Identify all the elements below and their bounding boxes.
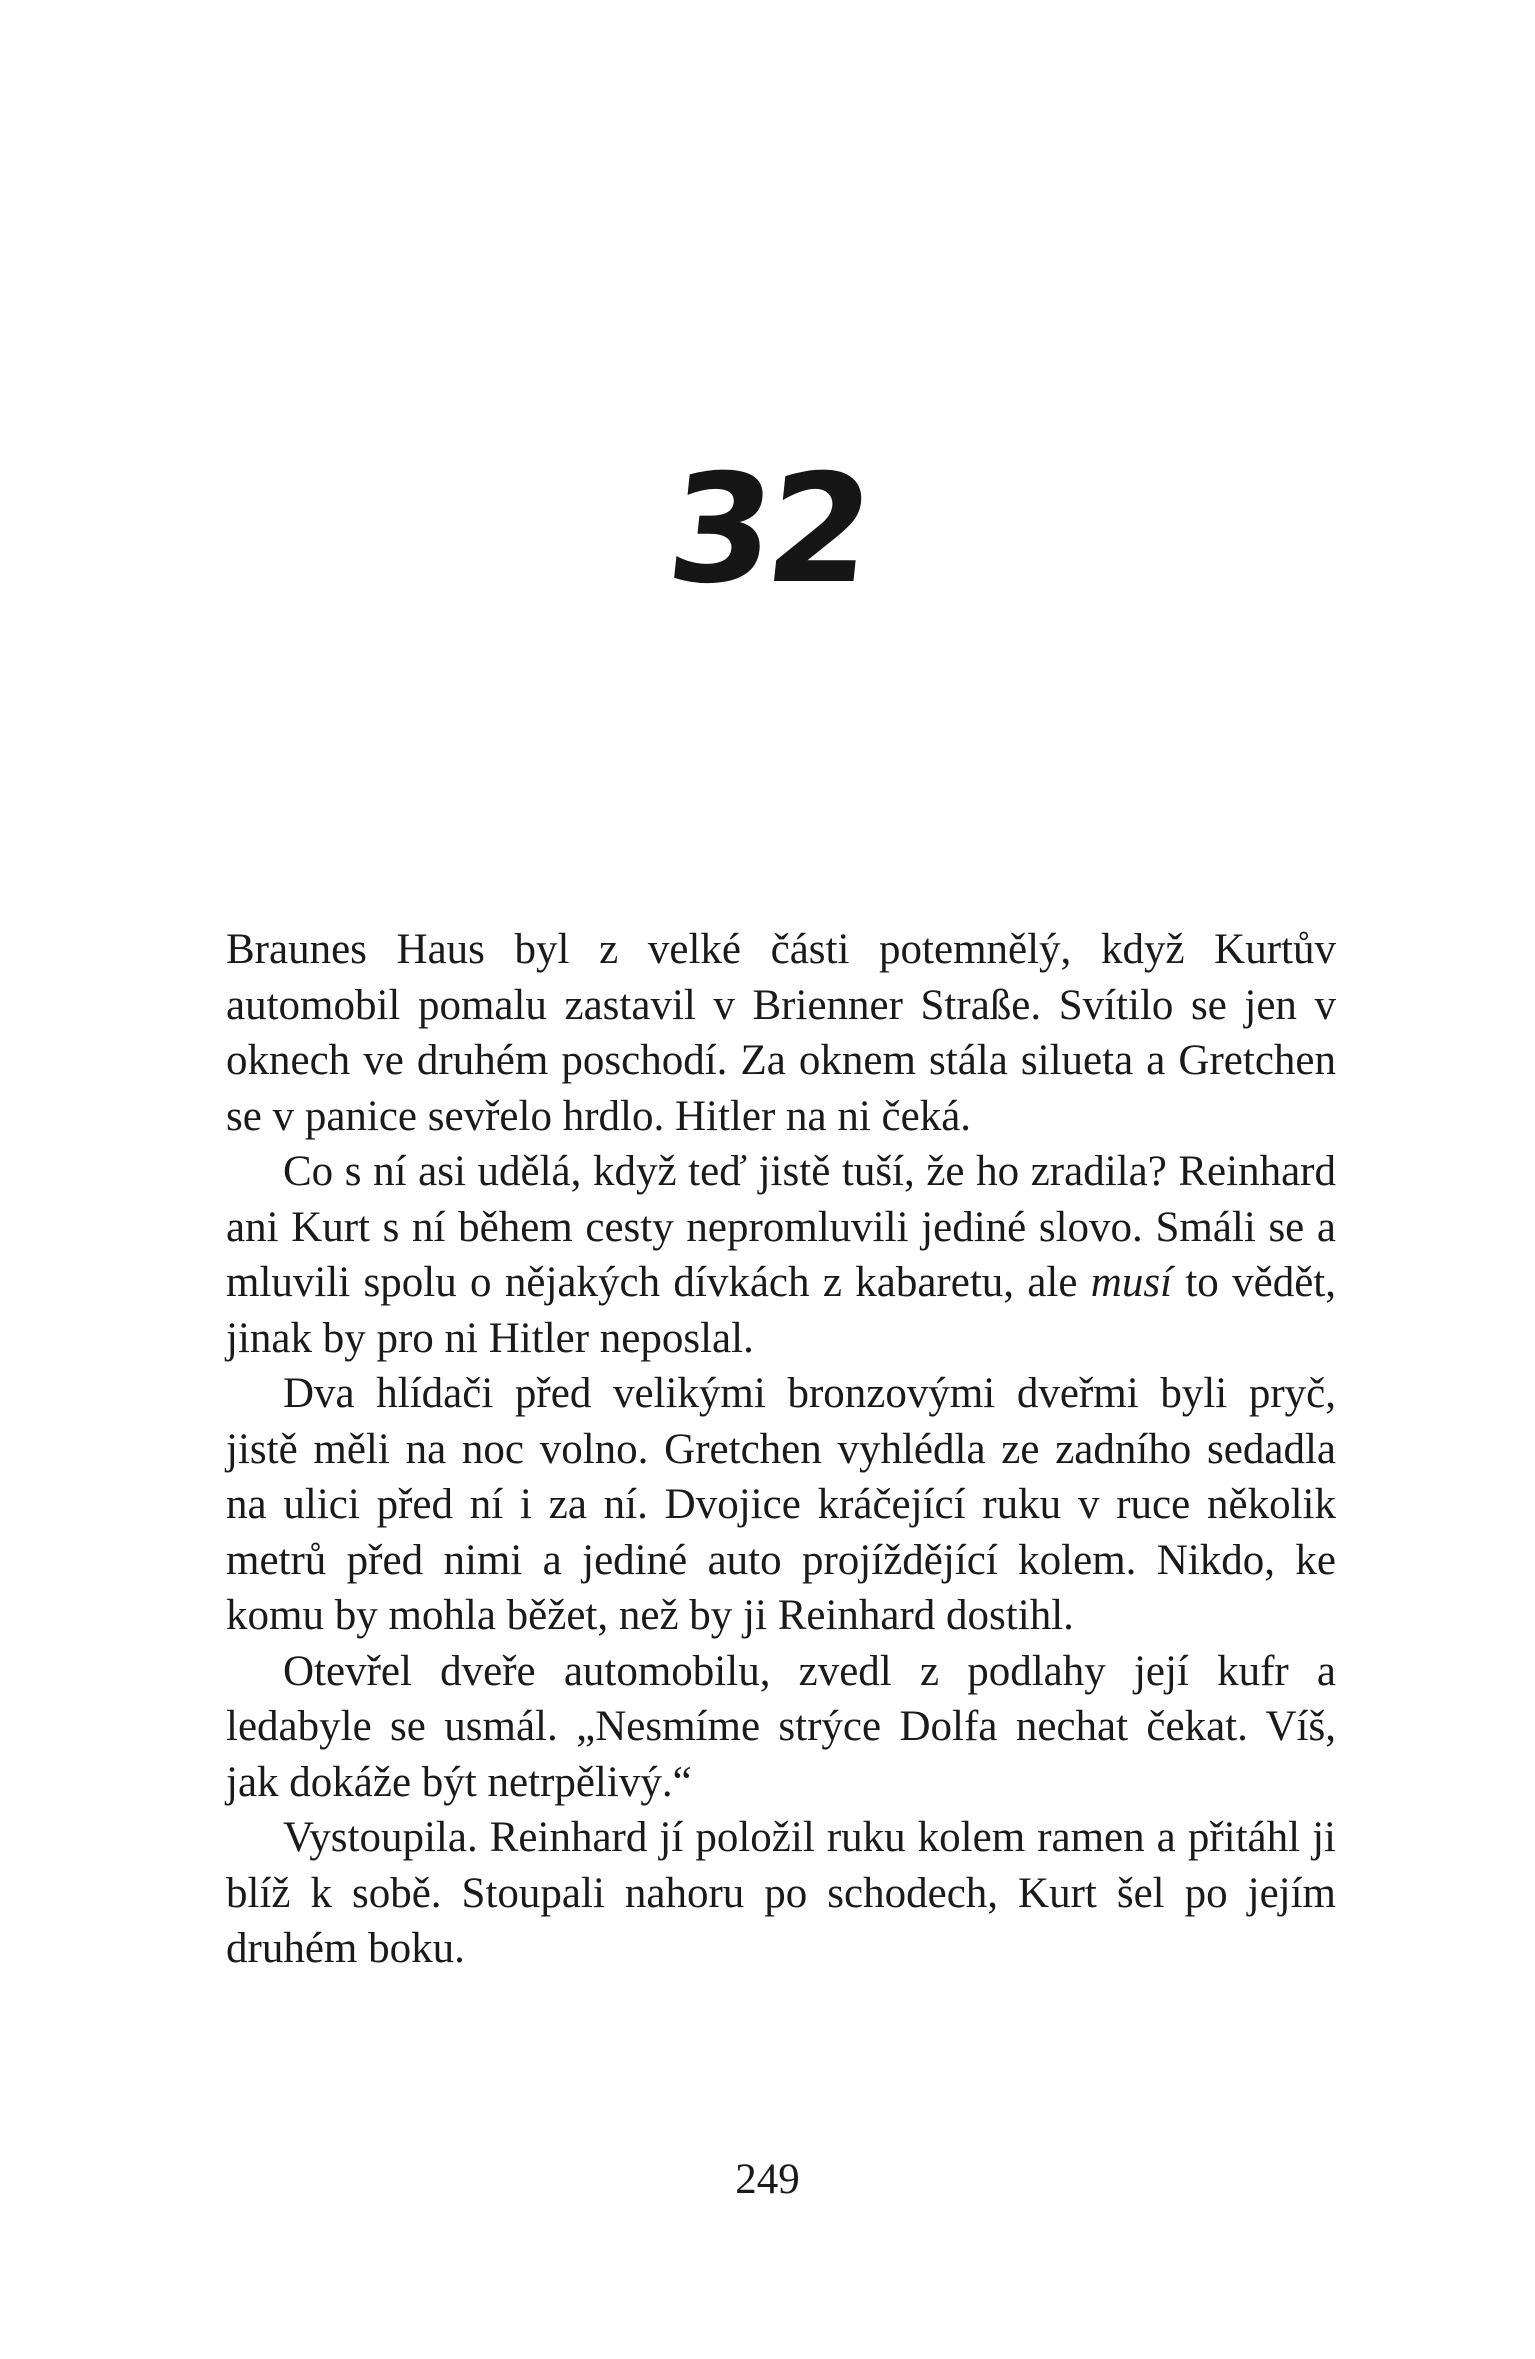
paragraph-text: to vědět, jinak by pro ni Hitler neposlal. — [226, 1259, 1336, 1362]
paragraph: Vystoupila. Reinhard jí položil ruku kolem ramen a přitáhl ji blíž k sobě. Stoupali nahoru po schodech, Kurt šel po jejím druhém boku. — [226, 1814, 1336, 1972]
chapter-number: 32 — [659, 443, 876, 617]
paragraph: Braunes Haus byl z velké části potemnělý, když Kurtův automobil pomalu zastavil v Brienner Straße. Svítilo se jen v oknech ve druhém poschodí. Za oknem stála silueta a Gretchen se v panice sevřelo hrdlo. Hitler na ni čeká. — [226, 926, 1336, 1140]
paragraph: Otevřel dveře automobilu, zvedl z podlahy její kufr a ledabyle se usmál. „Nesmíme strýce Dolfa nechat čekat. Víš, jak dokáže být netrpělivý.“ — [226, 1647, 1336, 1806]
paragraph-text: Co s ní asi udělá, když teď jistě tuší, že ho zradila? Reinhard ani Kurt s ní během cesty nepromluvili jediné slovo. Smáli se a mluvili spolu o nějakých dívkách z kabaretu, ale — [226, 1148, 1336, 1306]
page-number: 249 — [735, 2156, 800, 2203]
body-text — [226, 922, 1336, 1977]
paragraph — [226, 1144, 1336, 1366]
emphasized-word: musí — [1090, 1259, 1173, 1306]
paragraph: Dva hlídači před velikými bronzovými dveřmi byli pryč, jistě měli na noc volno. Gretchen vyhlédla ze zadního sedadla na ulici před ní i za ní. Dvojice kráčející ruku v ruce několik metrů před nimi a jediné auto projíždějící kolem. Nikdo, ke komu by mohla běžet, než by ji Reinhard dostihl. — [226, 1370, 1336, 1639]
